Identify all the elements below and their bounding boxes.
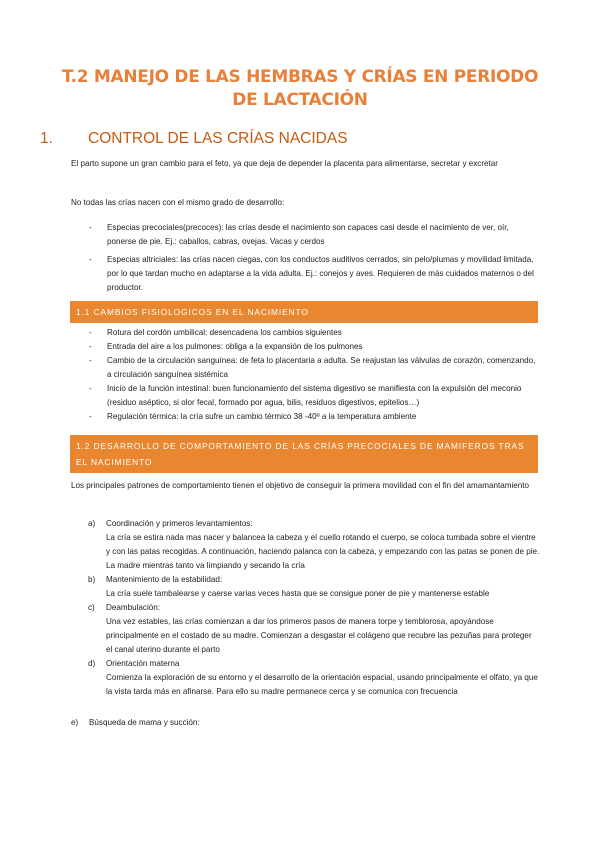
item-title: Búsqueda de mama y succión: — [89, 718, 200, 727]
bullet-cordon: - Rotura del cordón umbilical: desencadena los cambios siguientes — [71, 326, 539, 340]
item-text: Comienza la exploración de su entorno y el desarrollo de la orientación espacial, usando principalmente el olfato, ya que la vista tarda más en afinarse. Para ello su madre permanece cerca y se comunica con frecuencia — [106, 673, 538, 696]
item-text: La cría se estira nada mas nacer y balancea la cabeza y el cuello rotando el cuerpo, se coloca tumbada sobre el vientre y con las patas recogidas. A continuación, haciendo palanca con la cabeza, y empezando con las patas se ponen de pie. La madre mientras tanto va limpiando y secando la cría — [106, 533, 540, 570]
section-1-heading — [40, 129, 560, 149]
item-busqueda-mama — [71, 716, 200, 730]
item-deambulacion — [88, 601, 540, 657]
item-letter: e) — [71, 718, 79, 727]
item-title: Orientación materna — [106, 659, 180, 668]
item-letter: d) — [88, 659, 96, 668]
bullet-circulacion: - Cambio de la circulación sanguínea: de feta lo placentaria a adulta. Se reajustan las válvulas de corazón, comenzando, a circulación sanguínea sistémica — [71, 354, 539, 382]
bullet-termica: - Regulación térmica: la cría sufre un cambio térmico 38 -40º a la temperatura ambiente — [71, 410, 539, 424]
section-1-intro: El parto supone un gran cambio para el feto, ya que deja de depender la placenta para alimentarse, secretar y excretar — [71, 159, 498, 168]
item-coordinacion — [88, 517, 540, 573]
section-1-2-heading-bar: 1.2 DESARROLLO DE COMPORTAMIENTO DE LAS CRÍAS PRECOCIALES DE MAMIFEROS TRAS EL NACIMIENTO — [70, 435, 538, 473]
section-1-1-bullet-list — [71, 326, 539, 424]
item-letter: a) — [88, 519, 96, 528]
bullet-intestinal: - Inicio de la función intestinal: buen funcionamiento del sistema digestivo se manifiesta con la expulsión del meconio (residuo aséptico, si olor fecal, formado por agua, bilis, residuos digestivos, epitelios…) — [71, 382, 539, 410]
item-text: La cría suele tambalearse y caerse varias veces hasta que se consigue poner de pie y mantenerse estable — [106, 589, 490, 598]
section-1-1-heading-bar: 1.1 CAMBIOS FISIOLOGICOS EN EL NACIMIENTO — [70, 301, 538, 323]
item-title: Deambulación: — [106, 603, 160, 612]
bullet-aire: - Entrada del aire a los pulmones: obliga a la expansión de los pulmones — [71, 340, 539, 354]
bullet-altriciales: - Especias altriciales: las crías nacen ciegas, con los conductos auditivos cerrados, sin pelo/plumas y movilidad limitada, por lo que tardan mucho en adaptarse a la vida adulta. Ej.: conejos y aves. Requieren de más cuidados maternos o del productor. — [71, 253, 539, 295]
section-1-heading-text: CONTROL DE LAS CRÍAS NACIDAS — [88, 130, 348, 147]
item-letter: b) — [88, 575, 96, 584]
item-title: Coordinación y primeros levantamientos: — [106, 519, 253, 528]
item-text: Una vez estables, las crías comienzan a dar los primeros pasos de manera torpe y temblorosa, apoyándose principalmente en el costado de su madre. Comienzan a desgastar el colágeno que recubre las pezuñas para proteger el canal uterino durante el parto — [106, 617, 532, 654]
section-1-number: 1. — [40, 130, 53, 147]
section-1-2-item-list — [88, 517, 540, 699]
item-orientacion — [88, 657, 540, 699]
item-letter: c) — [88, 603, 95, 612]
section-1-2-intro: Los principales patrones de comportamiento tienen el objetivo de conseguir la primera movilidad con el fin del amamantamiento — [71, 481, 530, 490]
section-1-lead: No todas las crías nacen con el mismo grado de desarrollo: — [71, 198, 285, 207]
item-title: Mantenimiento de la estabilidad: — [106, 575, 223, 584]
document-title: T.2 MANEJO DE LAS HEMBRAS Y CRÍAS EN PERIODO DE LACTACIÓN — [61, 67, 539, 110]
item-estabilidad — [88, 573, 540, 601]
section-1-bullet-list — [71, 221, 539, 295]
bullet-precociales: - Especias precociales(precoces): las crías desde el nacimiento son capaces casi desde el nacimiento de ver, oír, ponerse de pie. Ej.: caballos, cabras, ovejas. Vacas y cerdos — [71, 221, 539, 249]
